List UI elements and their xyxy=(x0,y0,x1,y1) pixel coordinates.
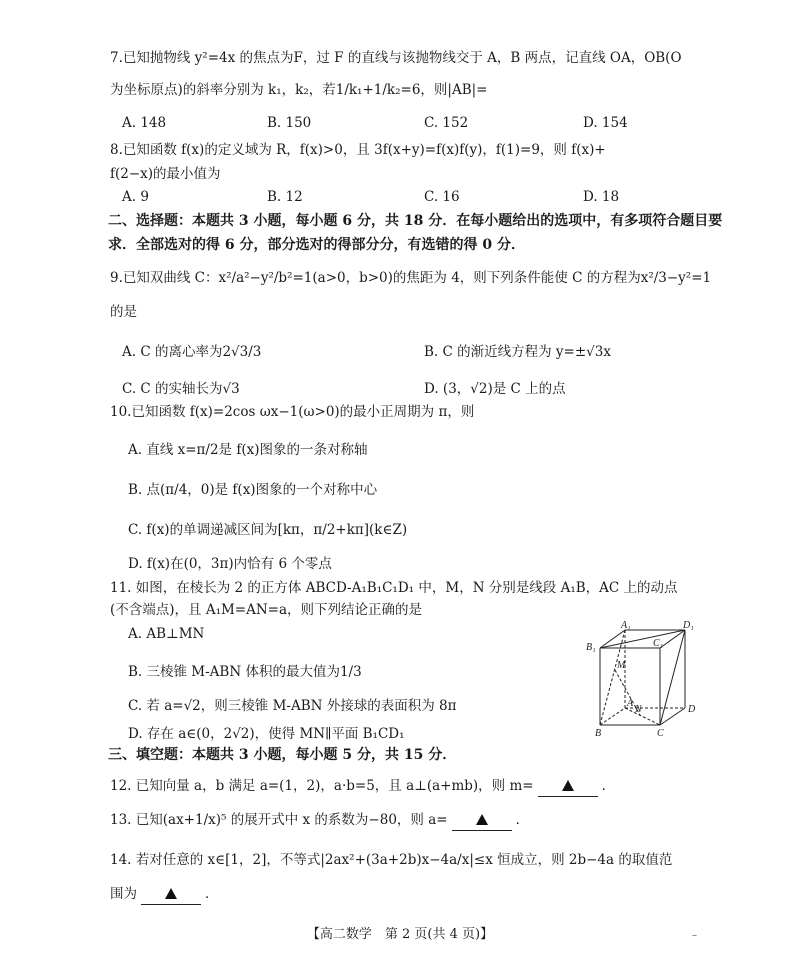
label-n: N xyxy=(635,704,642,715)
q8-option-a: A. 9 xyxy=(122,189,149,205)
q9-line2: 的是 xyxy=(110,304,137,320)
q13-line xyxy=(110,810,710,831)
q11-option-c: C. 若 a=√2，则三棱锥 M-ABN 外接球的表面积为 8π xyxy=(128,698,457,714)
q11-line1: 11. 如图，在棱长为 2 的正方体 ABCD-A₁B₁C₁D₁ 中，M，N 分别是线段 A₁B，AC 上的动点 xyxy=(110,580,678,596)
q12-answer-blank xyxy=(538,776,598,797)
q9-line1: 9.已知双曲线 C：x²/a²−y²/b²=1(a>0，b>0)的焦距为 4，则下列条件能使 C 的方程为x²/3−y²=1 xyxy=(110,270,712,286)
page-footer: 【高二数学 第 2 页(共 4 页)】 xyxy=(306,927,494,942)
q7-line1: 7.已知抛物线 y²=4x 的焦点为F，过 F 的直线与该抛物线交于 A，B 两点，记直线 OA，OB(O xyxy=(110,50,682,66)
q9-option-a: A. C 的离心率为2√3/3 xyxy=(122,344,262,360)
q14-end: ． xyxy=(205,886,219,902)
q13-answer-blank xyxy=(452,810,512,831)
label-m: M xyxy=(617,660,626,671)
label-b1: B₁ xyxy=(586,642,596,653)
q14-line1: 14. 若对任意的 x∈[1，2]，不等式|2ax²+(3a+2b)x−4a/x|≤x 恒成立，则 2b−4a 的取值范 xyxy=(110,852,673,868)
q14-answer-blank xyxy=(141,884,201,905)
q7-option-d: D. 154 xyxy=(583,115,628,131)
q8-line2: f(2−x)的最小值为 xyxy=(110,166,221,182)
q10-stem: 10.已知函数 f(x)=2cos ωx−1(ω>0)的最小正周期为 π，则 xyxy=(110,404,475,420)
q7-option-c: C. 152 xyxy=(424,115,469,131)
q11-line2: (不含端点)，且 A₁M=AN=a，则下列结论正确的是 xyxy=(110,602,423,618)
triangle-icon xyxy=(476,814,488,825)
q10-option-b: B. 点(π/4，0)是 f(x)图象的一个对称中心 xyxy=(128,482,378,498)
label-c1: C₁ xyxy=(653,638,664,649)
q8-line1: 8.已知函数 f(x)的定义域为 R，f(x)>0，且 3f(x+y)=f(x)f(y)，f(1)=9，则 f(x)+ xyxy=(110,142,606,158)
section3-heading: 三、填空题：本题共 3 小题，每小题 5 分，共 15 分． xyxy=(108,747,457,763)
label-c: C xyxy=(657,728,664,739)
q9-option-c: C. C 的实轴长为√3 xyxy=(122,381,240,397)
q9-option-b: B. C 的渐近线方程为 y=±√3x xyxy=(424,344,611,360)
q11-option-b: B. 三棱锥 M-ABN 体积的最大值为1/3 xyxy=(128,664,362,680)
q11-option-d: D. 存在 a∈(0，2√2)，使得 MN∥平面 B₁CD₁ xyxy=(128,726,405,742)
q14-line2: 围为 xyxy=(110,886,137,902)
label-d1: D₁ xyxy=(683,620,694,631)
q8-option-d: D. 18 xyxy=(583,189,620,205)
q13-text: 13. 已知(ax+1/x)⁵ 的展开式中 x 的系数为−80，则 a= xyxy=(110,812,448,828)
segment-a-c xyxy=(625,708,660,725)
q7-option-a: A. 148 xyxy=(122,115,167,131)
q10-option-a: A. 直线 x=π/2是 f(x)图象的一条对称轴 xyxy=(128,442,368,458)
q12-text: 12. 已知向量 a，b 满足 a=(1，2)，a·b=5，且 a⊥(a+mb)，则 m= xyxy=(110,778,534,794)
cube-figure xyxy=(585,620,705,745)
label-a1: A₁ xyxy=(621,620,631,631)
section2-line1: 二、选择题：本题共 3 小题，每小题 6 分，共 18 分．在每小题给出的选项中，有多项符合题目要 xyxy=(108,213,723,229)
section2-line2: 求．全部选对的得 6 分，部分选对的得部分分，有选错的得 0 分． xyxy=(108,237,525,253)
triangle-icon xyxy=(562,780,574,791)
q8-option-c: C. 16 xyxy=(424,189,460,205)
q8-option-b: B. 12 xyxy=(267,189,303,205)
label-a: A xyxy=(627,698,634,709)
q13-end: ． xyxy=(515,812,530,828)
q14-line2-wrap xyxy=(110,884,710,905)
label-b: B xyxy=(595,728,602,739)
edge-a-b xyxy=(600,708,625,725)
corner-mark: – xyxy=(692,930,697,941)
triangle-icon xyxy=(165,888,177,899)
q11-option-a: A. AB⊥MN xyxy=(128,626,205,642)
q10-option-c: C. f(x)的单调递减区间为[kπ，π/2+kπ](k∈Z) xyxy=(128,522,408,538)
q7-option-b: B. 150 xyxy=(267,115,312,131)
q7-line2: 为坐标原点)的斜率分别为 k₁，k₂，若1/k₁+1/k₂=6，则|AB|= xyxy=(110,82,488,98)
q10-option-d: D. f(x)在(0，3π)内恰有 6 个零点 xyxy=(128,556,332,572)
q12-line xyxy=(110,776,710,797)
q12-end: ． xyxy=(601,778,616,794)
label-d: D xyxy=(688,704,696,715)
q9-option-d: D. (3，√2)是 C 上的点 xyxy=(424,381,566,397)
